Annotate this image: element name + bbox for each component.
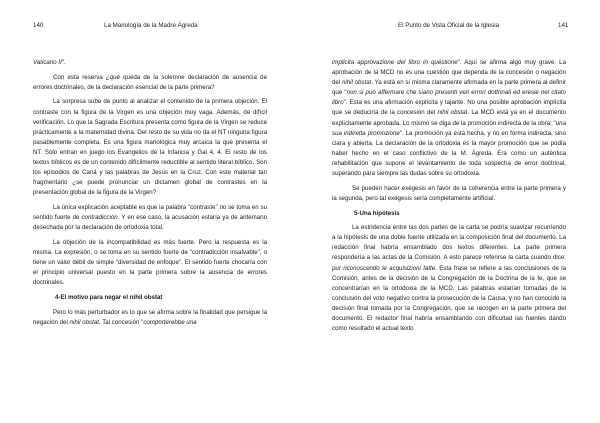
- paragraph: Se pueden hacer exégesis en favor de la coherencia entre la parte primera y la segunda, pero tal exégesis sería completamente artificial.: [332, 184, 566, 202]
- left-section-heading: 4-El motivo para negar el nihil obstat: [55, 293, 163, 301]
- paragraph: La única explicación aceptable es que la palabra "contraste" no se toma en su sentido fuerte de contradicción. Y en ese caso, la acusación estaría ya de antemano desechada por la declaración de ortodoxia total.: [33, 204, 267, 232]
- left-last-paragraph: [33, 308, 267, 328]
- paragraph: La objeción de la incompatibilidad es más fuerte. Pero la respuesta es la misma. La expresión, o se toma en su sentido fuerte de "contradicción insalvable", o tiene un valor débil de simple "diversidad de enfoque". El sentido fuerte chocaría con el principio universal puesto en la parte primera sobre la ausencia de errores doctrinales.: [33, 238, 267, 287]
- paragraph: La sorpresa sube de punto al analizar el contenido de la primera objeción. El contraste con la figura de la Virgen es una objeción muy vaga. Además, de difícil verificación. Lo que la Sagrada Escritura presenta como figura de la Virgen se reduce prácticamente a la maternidad divina. Del resto de su vida no da el NT ninguna figura pasablemente completa. Es una figura mariológica muy arcaica la que presenta el NT. Solo entran en juego los Evangelios de la Infancia y Gal 4, 4. El resto de los textos bíblicos es de un contenido difícilmente reductible al sentido literal bíblico. Son los episodios de Caná y las palabras de Jesús en la Cruz. Con este material tan fragmentario ¿se puede pronunciar un dictamen global de contrastes en la presentación global de la figura de la Virgen?: [33, 98, 267, 197]
- left-paragraphs: [33, 58, 267, 288]
- paragraph: Con esta reserva ¿qué queda de la solemne declaración de ausencia de errores doctrinales, de la declaración esencial de la parte primera?: [33, 73, 267, 91]
- right-section-heading: 5-Una hipótesis: [354, 209, 400, 217]
- right-last-paragraph: [332, 223, 566, 334]
- paragraph: Vaticano II".: [33, 59, 66, 66]
- right-paragraphs: [332, 58, 566, 204]
- right-page-number: 141: [558, 22, 569, 29]
- paragraph: Pero lo más perturbador es lo que se afirma sobre la finalidad que persigue la negación del nihil obstat. Tal concesión "comporterebbe una: [33, 308, 267, 326]
- right-page: [300, 0, 600, 423]
- right-running-title: El Punto de Vista Oficial de la Iglesia: [398, 22, 500, 29]
- left-page-number: 140: [33, 22, 44, 29]
- left-running-title: La Mariología de la Madre Ágreda: [104, 22, 198, 29]
- paragraph: implicita approvazione del libro in questione". Aquí se afirma algo muy grave. La aprobación de la MCD no es una cuestión que dependa de la concesión o negación del nihil obstat. Ya está en sí misma claramente afirmada en la parte primera al definir que "non si può affermare che siano presenti veri errori dottrinali ed eresie nel citato libro". Esta es una afirmación explícita y tajante. No una posible aprobación implícita que se deduciría de la concesión del nihil obstat. La MCD está ya en el documento explícitamente aprobada. Lo mismo se diga de la promoción indirecta de la obra: "una sua indiretta promozione". La promoción ya está hecha, y no en forma indirecta, sino clara y abierta. La declaración de la ortodoxia es la mayor promoción que se podía haber hecho en el caso conflictivo de la M. Ágreda. Era como un auténtica rehabilitación que supone el levantamiento de toda sospecha de error doctrinal, superando para siempre las dudas sobre su ortodoxia.: [332, 59, 566, 178]
- right-page-body: [332, 58, 566, 339]
- paragraph: La estridencia entre las dos partes de la carta se podría suavizar recurriendo a la hipótesis de una doble fuente utilizada en la composición final del documento. La redacción final habría ensamblado dos textos diferentes. La parte primera respondería a las actas de la Comisión. A esto parece referirse la carta cuando dice: pur riconoscendo le acquisizioni fatte. Esta frase se refiere a las conclusiones de la Comisión, antes de la decisión de la Congregación de la Doctrina de la fe, que se concentrarían en la ortodoxia de la MCD. Las palabras estarían tomadas de la conclusión del voto negativo contra la prosecución de la Causa, y no han conocido la decisión final tomada por la Congregación, que se recogen en la parte primera del documento. El redactor final habría ensamblando con dificultad las fuentes dando como resultado el actual texto: [332, 224, 566, 333]
- left-page-body: [33, 58, 267, 332]
